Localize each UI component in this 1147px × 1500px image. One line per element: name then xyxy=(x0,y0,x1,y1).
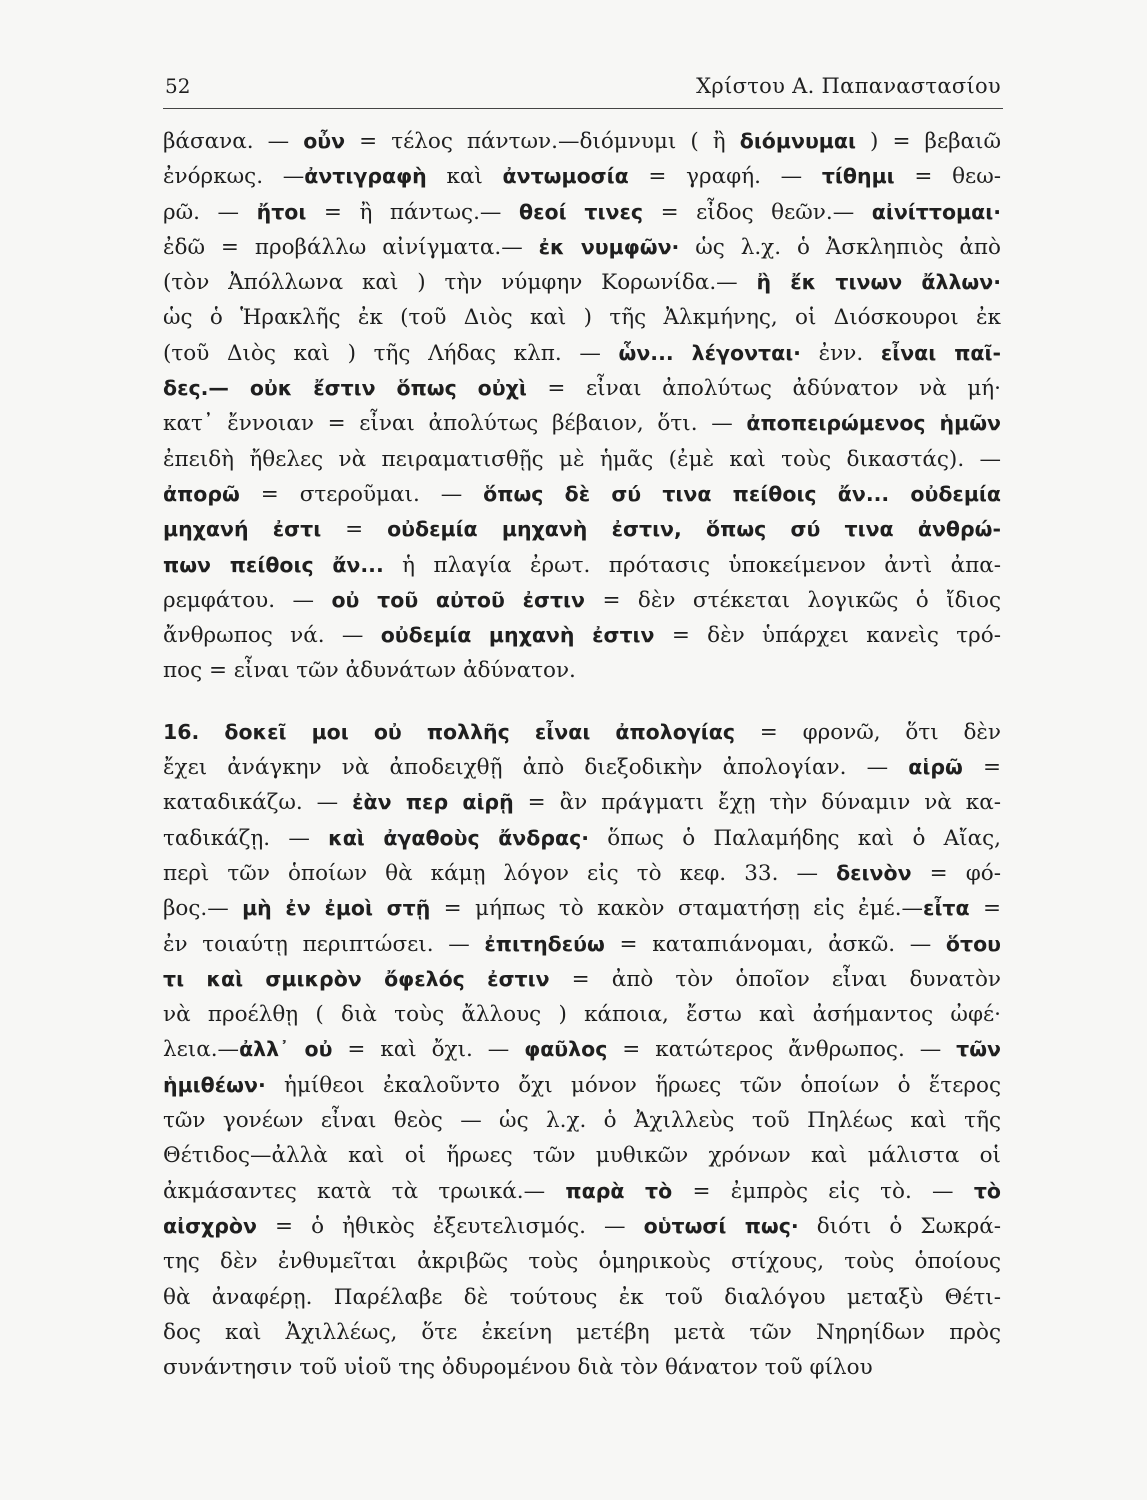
lemma-term: ὅπως δὲ σύ τινα πείθοις ἄν... οὐδεμία xyxy=(483,481,1001,506)
lemma-term: πων πείθοις ἄν... xyxy=(163,552,384,577)
text-line xyxy=(163,300,1001,335)
lemma-term: εἶναι παῖ- xyxy=(880,340,1001,365)
lemma-term: φαῦλος xyxy=(524,1037,608,1062)
text-line xyxy=(163,1280,1001,1315)
text-line xyxy=(163,821,1001,856)
text-line xyxy=(163,1174,1001,1209)
gloss-text: (τὸν Ἀπόλλωνα καὶ ) τὴν νύμφην Κορωνίδα.— xyxy=(163,270,757,296)
lemma-term: ἢ ἔκ τινων ἄλλων· xyxy=(756,270,1001,295)
lemma-term: ἐὰν περ αἱρῇ xyxy=(352,790,514,815)
text-line xyxy=(163,159,1001,194)
gloss-text: = στεροῦμαι. — xyxy=(239,481,484,507)
text-line xyxy=(163,1032,1001,1067)
lemma-term: τῶν xyxy=(956,1037,1001,1062)
lemma-term: διόμνυμαι xyxy=(739,129,856,153)
gloss-text: ἔχει ἀνάγκην νὰ ἀποδειχθῇ ἀπὸ διεξοδικὴν ἀπολογίαν. — xyxy=(163,755,909,781)
text-line xyxy=(163,336,1001,371)
lemma-term: ἀλλ᾽ οὐ xyxy=(239,1037,333,1062)
gloss-text: = εἶναι ἀπολύτως ἀδύνατον νὰ μή· xyxy=(526,376,1001,402)
gloss-text: νὰ προέλθῃ ( διὰ τοὺς ἄλλους ) κάποια, ἔστω καὶ ἀσήμαντος ὠφέ· xyxy=(163,1002,1001,1028)
lemma-term: ἐκ νυμφῶν· xyxy=(538,234,680,259)
lemma-term: ἡμιθέων· xyxy=(163,1072,266,1097)
text-line xyxy=(163,997,1001,1032)
lemma-term: ὧν... λέγονται· xyxy=(618,340,801,365)
lemma-term: ἀποπειρώμενος ἡμῶν xyxy=(746,411,1001,436)
gloss-text: = γραφή. — xyxy=(628,164,822,190)
gloss-text: διότι ὁ Σωκρά- xyxy=(798,1213,1001,1239)
text-line xyxy=(163,891,1001,926)
gloss-text: = θεω- xyxy=(894,164,1001,190)
gloss-text: = δὲν στέκεται λογικῶς ὁ ἴδιος xyxy=(585,587,1001,613)
text-line xyxy=(163,371,1001,406)
gloss-text: = ἀπὸ τὸν ὁποῖον εἶναι δυνατὸν xyxy=(549,966,1001,992)
text-line xyxy=(163,856,1001,891)
lemma-term: παρὰ τὸ xyxy=(565,1178,673,1203)
gloss-text: καὶ xyxy=(426,164,503,190)
text-line xyxy=(163,1350,1001,1385)
gloss-text: Θέτιδος—ἀλλὰ καὶ οἱ ἥρωες τῶν μυθικῶν χρόνων καὶ μάλιστα οἱ xyxy=(163,1143,1001,1169)
text-line xyxy=(163,750,1001,785)
text-line xyxy=(163,548,1001,583)
gloss-text: ἐπειδὴ ἤθελες νὰ πειραματισθῇς μὲ ἡμᾶς (ἐμὲ καὶ τοὺς δικαστάς). — xyxy=(163,446,1001,472)
lemma-term: αἰνίττομαι· xyxy=(871,199,1001,224)
gloss-text: κατ᾽ ἔννοιαν = εἶναι ἀπολύτως βέβαιον, ὅτι. — xyxy=(163,411,747,437)
lemma-term: ἀπορῶ xyxy=(163,481,240,506)
lemma-term: εἶτα xyxy=(923,896,970,921)
gloss-text: = ἐμπρὸς εἰς τὸ. — xyxy=(672,1178,974,1204)
gloss-text: ) = βεβαιῶ xyxy=(855,129,1001,154)
text-line xyxy=(163,265,1001,300)
gloss-text: (τοῦ Διὸς καὶ ) τῆς Λήδας κλπ. — xyxy=(163,340,619,366)
gloss-text: βος.— xyxy=(163,896,243,922)
gloss-text: ρεμφάτου. — xyxy=(163,587,332,613)
text-line xyxy=(163,1209,1001,1244)
text-line xyxy=(163,785,1001,820)
gloss-text: ρῶ. — xyxy=(163,199,257,225)
text-line xyxy=(163,195,1001,230)
text-line xyxy=(163,715,1001,750)
gloss-text: ἐνόρκως. — xyxy=(163,164,305,190)
text-line xyxy=(163,442,1001,477)
lemma-term: οὐδεμία μηχανὴ ἐστιν xyxy=(380,623,655,648)
text-line xyxy=(163,1068,1001,1103)
lemma-term: οὐ τοῦ αὐτοῦ ἐστιν xyxy=(331,587,586,612)
gloss-text: θὰ ἀναφέρῃ. Παρέλαβε δὲ τούτους ἐκ τοῦ διαλόγου μεταξὺ Θέτι- xyxy=(163,1284,1001,1310)
text-line xyxy=(163,653,1001,688)
gloss-text: πος = εἶναι τῶν ἀδυνάτων ἀδύνατον. xyxy=(163,658,576,684)
text-line xyxy=(163,512,1001,547)
gloss-text: = τέλος πάντων.—διόμνυμι ( ἢ xyxy=(345,129,740,154)
gloss-text: = φρονῶ, ὅτι δὲν xyxy=(735,719,1001,745)
text-line xyxy=(163,406,1001,441)
lemma-term: καὶ ἀγαθοὺς ἄνδρας· xyxy=(328,825,590,850)
gloss-text: = xyxy=(969,896,1001,922)
lemma-term: τι καὶ σμικρὸν ὄφελός ἐστιν xyxy=(163,966,550,991)
gloss-text: = φό- xyxy=(911,860,1001,886)
gloss-text: ὅπως ὁ Παλαμήδης καὶ ὁ Αἴας, xyxy=(589,825,1001,851)
gloss-text: καταδικάζω. — xyxy=(163,790,353,816)
gloss-text: = καταπιάνομαι, ἀσκῶ. — xyxy=(604,931,946,957)
page-header xyxy=(163,72,1003,109)
lemma-term: ἀντιγραφὴ xyxy=(304,164,427,189)
text-line xyxy=(163,230,1001,265)
lemma-term: μηχανή ἐστι xyxy=(163,517,322,542)
lemma-term: μὴ ἐν ἐμοὶ στῇ xyxy=(242,896,431,921)
gloss-text: ἀκμάσαντες κατὰ τὰ τρωικά.— xyxy=(163,1178,566,1204)
lemma-term: ὅτου xyxy=(945,931,1001,956)
gloss-text: = δὲν ὑπάρχει κανεὶς τρό- xyxy=(654,623,1001,649)
gloss-text: = ὁ ἠθικὸς ἐξευτελισμός. — xyxy=(256,1213,644,1239)
gloss-text: ἐν τοιαύτῃ περιπτώσει. — xyxy=(163,931,485,957)
gloss-text: ὡς λ.χ. ὁ Ἀσκληπιὸς ἀπὸ xyxy=(679,234,1001,260)
lemma-term: ἐπιτηδεύω xyxy=(484,931,605,956)
gloss-text: ταδικάζῃ. — xyxy=(163,825,329,851)
gloss-text: = ἢ πάντως.— xyxy=(306,199,519,225)
gloss-text: περὶ τῶν ὁποίων θὰ κάμῃ λόγον εἰς τὸ κεφ. 33. — xyxy=(163,860,837,886)
text-line xyxy=(163,962,1001,997)
gloss-text: ἄνθρωπος νά. — xyxy=(163,623,381,649)
lemma-term: αἱρῶ xyxy=(908,755,963,780)
lemma-term: 16. δοκεῖ μοι οὐ πολλῆς εἶναι ἀπολογίας xyxy=(163,719,736,744)
lemma-term: δες.— οὐκ ἔστιν ὅπως οὐχὶ xyxy=(163,376,527,401)
lemma-term: θεοί τινες xyxy=(518,199,644,224)
page-number: 52 xyxy=(165,74,191,98)
lemma-term: τὸ xyxy=(973,1178,1001,1203)
paragraph-gap xyxy=(163,689,1001,715)
lemma-term: οὑτωσί πως· xyxy=(643,1213,799,1238)
text-line xyxy=(163,1315,1001,1350)
text-line xyxy=(163,1138,1001,1173)
body-text xyxy=(163,124,1001,1385)
lemma-term: οὖν xyxy=(303,129,346,153)
gloss-text: ὡς ὁ Ἡρακλῆς ἐκ (τοῦ Διὸς καὶ ) τῆς Ἀλκμήνης, οἱ Διόσκουροι ἐκ xyxy=(163,305,1001,331)
text-line xyxy=(163,1244,1001,1279)
gloss-text: συνάντησιν τοῦ υἱοῦ της ὀδυρομένου διὰ τὸν θάνατον τοῦ φίλου xyxy=(163,1355,873,1381)
gloss-text: ἐδῶ = προβάλλω αἰνίγματα.— xyxy=(163,234,539,260)
gloss-text: ἡ πλαγία ἐρωτ. πρότασις ὑποκείμενον ἀντὶ ἀπα- xyxy=(383,552,1001,578)
text-line xyxy=(163,583,1001,618)
running-head: Χρίστου Α. Παπαναστασίου xyxy=(696,74,1001,98)
lemma-term: ἤτοι xyxy=(256,199,307,224)
gloss-text: τῶν γονέων εἶναι θεὸς — ὡς λ.χ. ὁ Ἀχιλλεὺς τοῦ Πηλέως καὶ τῆς xyxy=(163,1108,1001,1134)
gloss-text: = μήπως τὸ κακὸν σταματήσῃ εἰς ἐμέ.— xyxy=(430,896,924,922)
text-line xyxy=(163,477,1001,512)
lemma-term: ἀντωμοσία xyxy=(502,164,629,189)
gloss-text: = εἶδος θεῶν.— xyxy=(643,199,872,225)
lemma-term: δεινὸν xyxy=(836,860,912,885)
gloss-text: ἡμίθεοι ἐκαλοῦντο ὄχι μόνον ἥρωες τῶν ὁποίων ὁ ἕτερος xyxy=(265,1072,1001,1098)
gloss-text: βάσανα. — xyxy=(163,129,304,154)
gloss-text: = xyxy=(321,517,388,543)
gloss-text: = xyxy=(962,755,1001,781)
gloss-text: = καὶ ὄχι. — xyxy=(332,1037,525,1063)
lemma-term: οὐδεμία μηχανὴ ἐστιν, ὅπως σύ τινα ἀνθρώ- xyxy=(387,517,1001,542)
gloss-text: = ἂν πράγματι ἔχῃ τὴν δύναμιν νὰ κα- xyxy=(513,790,1001,816)
text-line xyxy=(163,618,1001,653)
gloss-text: λεια.— xyxy=(163,1037,240,1063)
gloss-text: δος καὶ Ἀχιλλέως, ὅτε ἐκείνη μετέβη μετὰ τῶν Νηρηίδων πρὸς xyxy=(163,1319,1001,1345)
gloss-text: = κατώτερος ἄνθρωπος. — xyxy=(607,1037,957,1063)
gloss-text: της δὲν ἐνθυμεῖται ἀκριβῶς τοὺς ὁμηρικοὺς στίχους, τοὺς ὁποίους xyxy=(163,1249,1001,1275)
lemma-term: αἰσχρὸν xyxy=(163,1213,257,1238)
text-line xyxy=(163,1103,1001,1138)
text-line xyxy=(163,124,1001,159)
text-line xyxy=(163,927,1001,962)
lemma-term: τίθημι xyxy=(821,164,895,189)
gloss-text: ἐνν. xyxy=(800,340,881,366)
